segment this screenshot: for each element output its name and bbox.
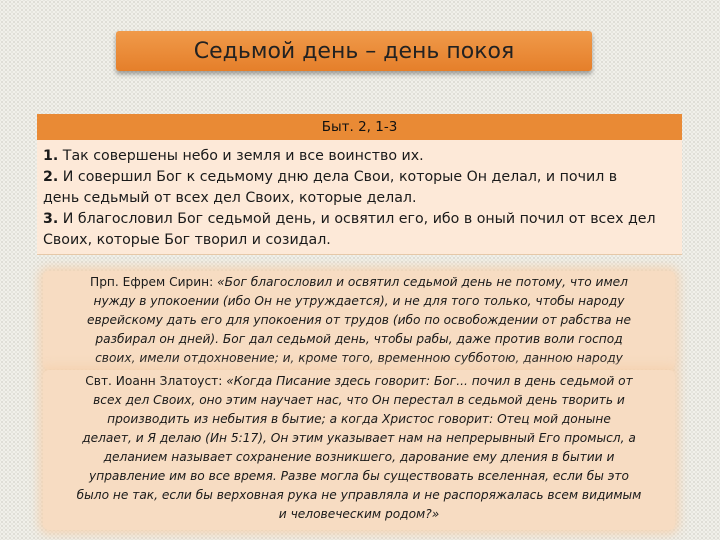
scripture-reference-header	[37, 114, 682, 140]
verse-line	[43, 209, 678, 230]
verse-text: И совершил Бог к седьмому дню дела Свои, которые Он делал, и почил в	[58, 169, 618, 185]
verse-line	[43, 188, 678, 209]
scripture-text-cell	[37, 140, 682, 255]
quote-line: производить из небытия в бытие; а когда Христос говорит: Отец мой доныне	[107, 412, 611, 426]
quote-line: еврейскому дать его для упокоения от трудов (ибо по освобождении от рабства не	[87, 313, 631, 327]
quote-line: делает, и Я делаю (Ин 5:17), Он этим указывает нам на непрерывный Его промысл, а	[82, 431, 636, 445]
quote-text: «Бог благословил и освятил седьмой день не потому, что имел	[217, 275, 628, 289]
quote-line	[43, 274, 675, 290]
quote-line: и человеческим родом?»	[278, 507, 440, 521]
verse-number: 2.	[43, 169, 59, 185]
verse-line	[43, 146, 678, 167]
verse-line	[43, 230, 678, 251]
quote-chrysostom-box	[43, 370, 675, 530]
quote-line: разбирал он дней). Бог дал седьмой день, чтобы рабы, даже против воли господ	[95, 332, 623, 346]
verse-text: Так совершены небо и земля и все воинство их.	[58, 148, 424, 164]
scripture-reference: Быт. 2, 1-3	[321, 119, 398, 135]
verse-number: 1.	[43, 148, 59, 164]
title-banner	[116, 31, 592, 71]
quote-line: управление им во все время. Разве могла бы существовать вселенная, если бы это	[89, 469, 629, 483]
quote-line: своих, имели отдохновение; и, кроме того, временною субботою, данною народу	[95, 351, 623, 365]
quote-line: нужду в упокоении (ибо Он не утруждается), и не для того только, чтобы народу	[93, 294, 625, 308]
quote-line	[43, 373, 675, 389]
quote-ephrem-box	[43, 271, 675, 369]
quote-line: было не так, если бы верховная рука не управляла и не распоряжалась всем видимым	[76, 488, 642, 502]
verse-number: 3.	[43, 211, 59, 227]
verse-text: И благословил Бог седьмой день, и освятил его, ибо в оный почил от всех дел	[58, 211, 656, 227]
quote-author: Прп. Ефрем Сирин:	[90, 275, 218, 289]
slide-title: Седьмой день – день покоя	[193, 38, 515, 64]
quote-line: деланием называет сохранение возникшего, дарование ему дления в бытии и	[103, 450, 615, 464]
verse-text: день седьмый от всех дел Своих, которые делал.	[43, 190, 417, 206]
verse-text: Своих, которые Бог творил и созидал.	[43, 232, 331, 248]
verse-line	[43, 167, 678, 188]
quote-line: всех дел Своих, оно этим научает нас, что Он перестал в седьмой день творить и	[93, 393, 625, 407]
quote-author: Свт. Иоанн Златоуст:	[85, 374, 227, 388]
quote-text: «Когда Писание здесь говорит: Бог... почил в день седьмой от	[226, 374, 633, 388]
